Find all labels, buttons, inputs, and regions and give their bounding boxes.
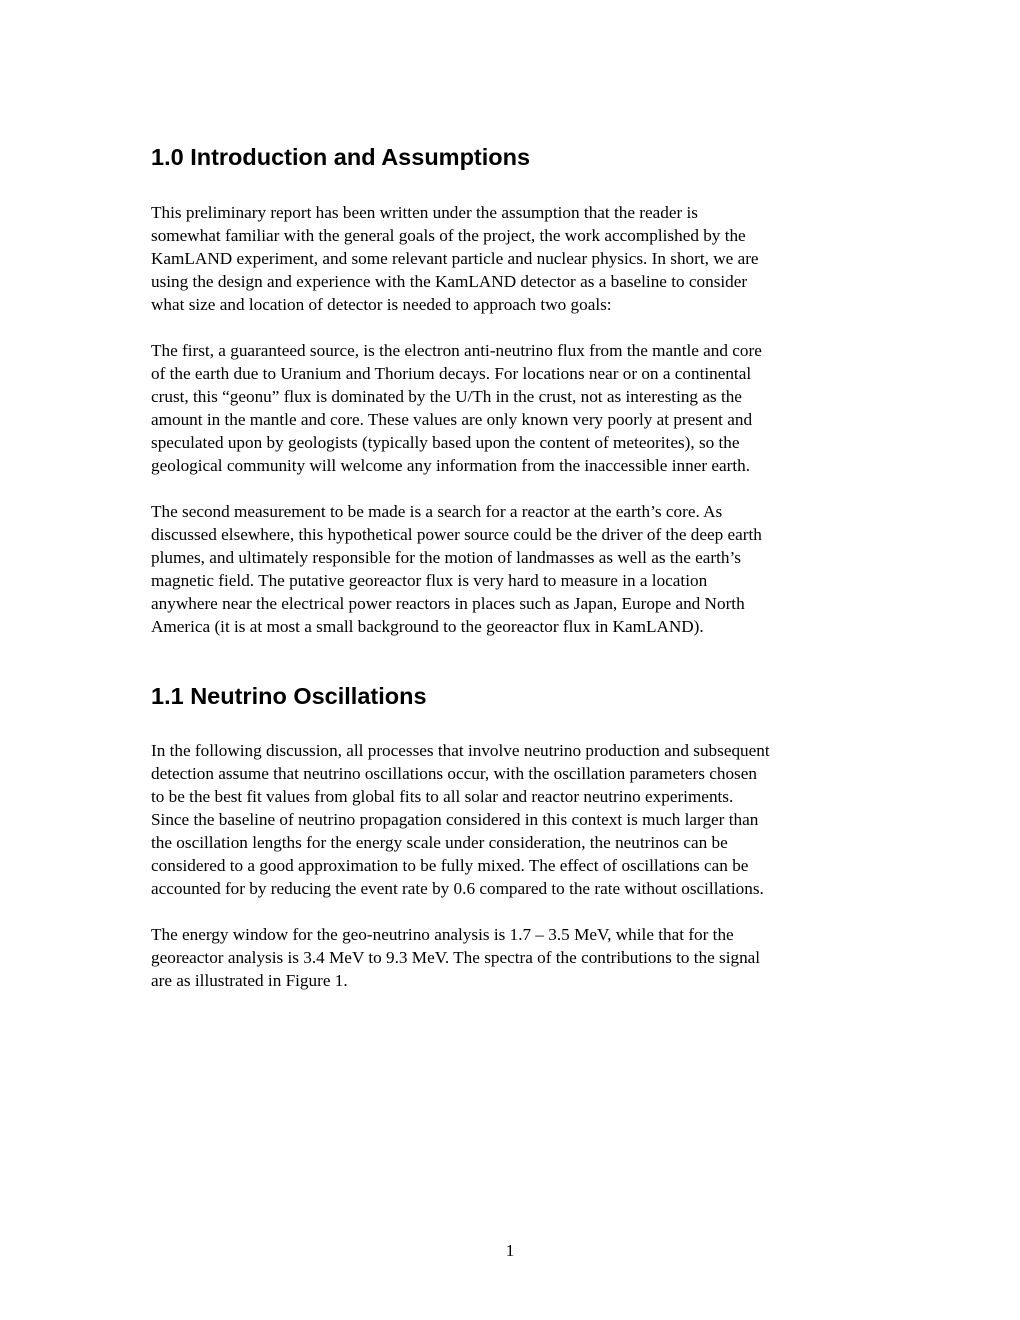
paragraph-energy-window: The energy window for the geo-neutrino analysis is 1.7 – 3.5 MeV, while that for the georeactor analysis is 3.4 MeV to 9.3 MeV. The spectra of the contributions to the signal are as illustrated in Figure 1. xyxy=(151,925,761,990)
paragraph-oscillation-assumptions: In the following discussion, all processes that involve neutrino production and subsequent detection assume that neutrino oscillations occur, with the oscillation parameters chosen to be the best fit values from global fits to all solar and reactor neutrino experiments. Since the baseline of neutrino propagation considered in this context is much larger than the oscillation lengths for the energy scale under consideration, the neutrinos can be considered to a good approximation to be fully mixed. The effect of oscillations can be accounted for by reducing the event rate by 0.6 compared to the rate without oscillations. xyxy=(151,741,770,898)
paragraph-guaranteed-source: The first, a guaranteed source, is the electron anti-neutrino flux from the mantle and core of the earth due to Uranium and Thorium decays. For locations near or on a continental crust, this “geonu” flux is dominated by the U/Th in the crust, not as interesting as the amount in the mantle and core. These values are only known very poorly at present and speculated upon by geologists (typically based upon the content of meteorites), so the geological community will welcome any information from the inaccessible inner earth. xyxy=(151,341,762,475)
section-heading-neutrino-oscillations: 1.1 Neutrino Oscillations xyxy=(151,683,427,709)
paragraph-georeactor-search: The second measurement to be made is a search for a reactor at the earth’s core. As discussed elsewhere, this hypothetical power source could be the driver of the deep earth plumes, and ultimately responsible for the motion of landmasses as well as the earth’s magnetic field. The putative georeactor flux is very hard to measure in a location anywhere near the electrical power reactors in places such as Japan, Europe and North America (it is at most a small background to the georeactor flux in KamLAND). xyxy=(151,502,762,636)
page-number: 1 xyxy=(505,1241,515,1260)
section-heading-introduction: 1.0 Introduction and Assumptions xyxy=(151,144,531,170)
paragraph-preliminary-report: This preliminary report has been written under the assumption that the reader is somewhat familiar with the general goals of the project, the work accomplished by the KamLAND experiment, and some relevant particle and nuclear physics. In short, we are using the design and experience with the KamLAND detector as a baseline to consider what size and location of detector is needed to approach two goals: xyxy=(151,203,759,314)
